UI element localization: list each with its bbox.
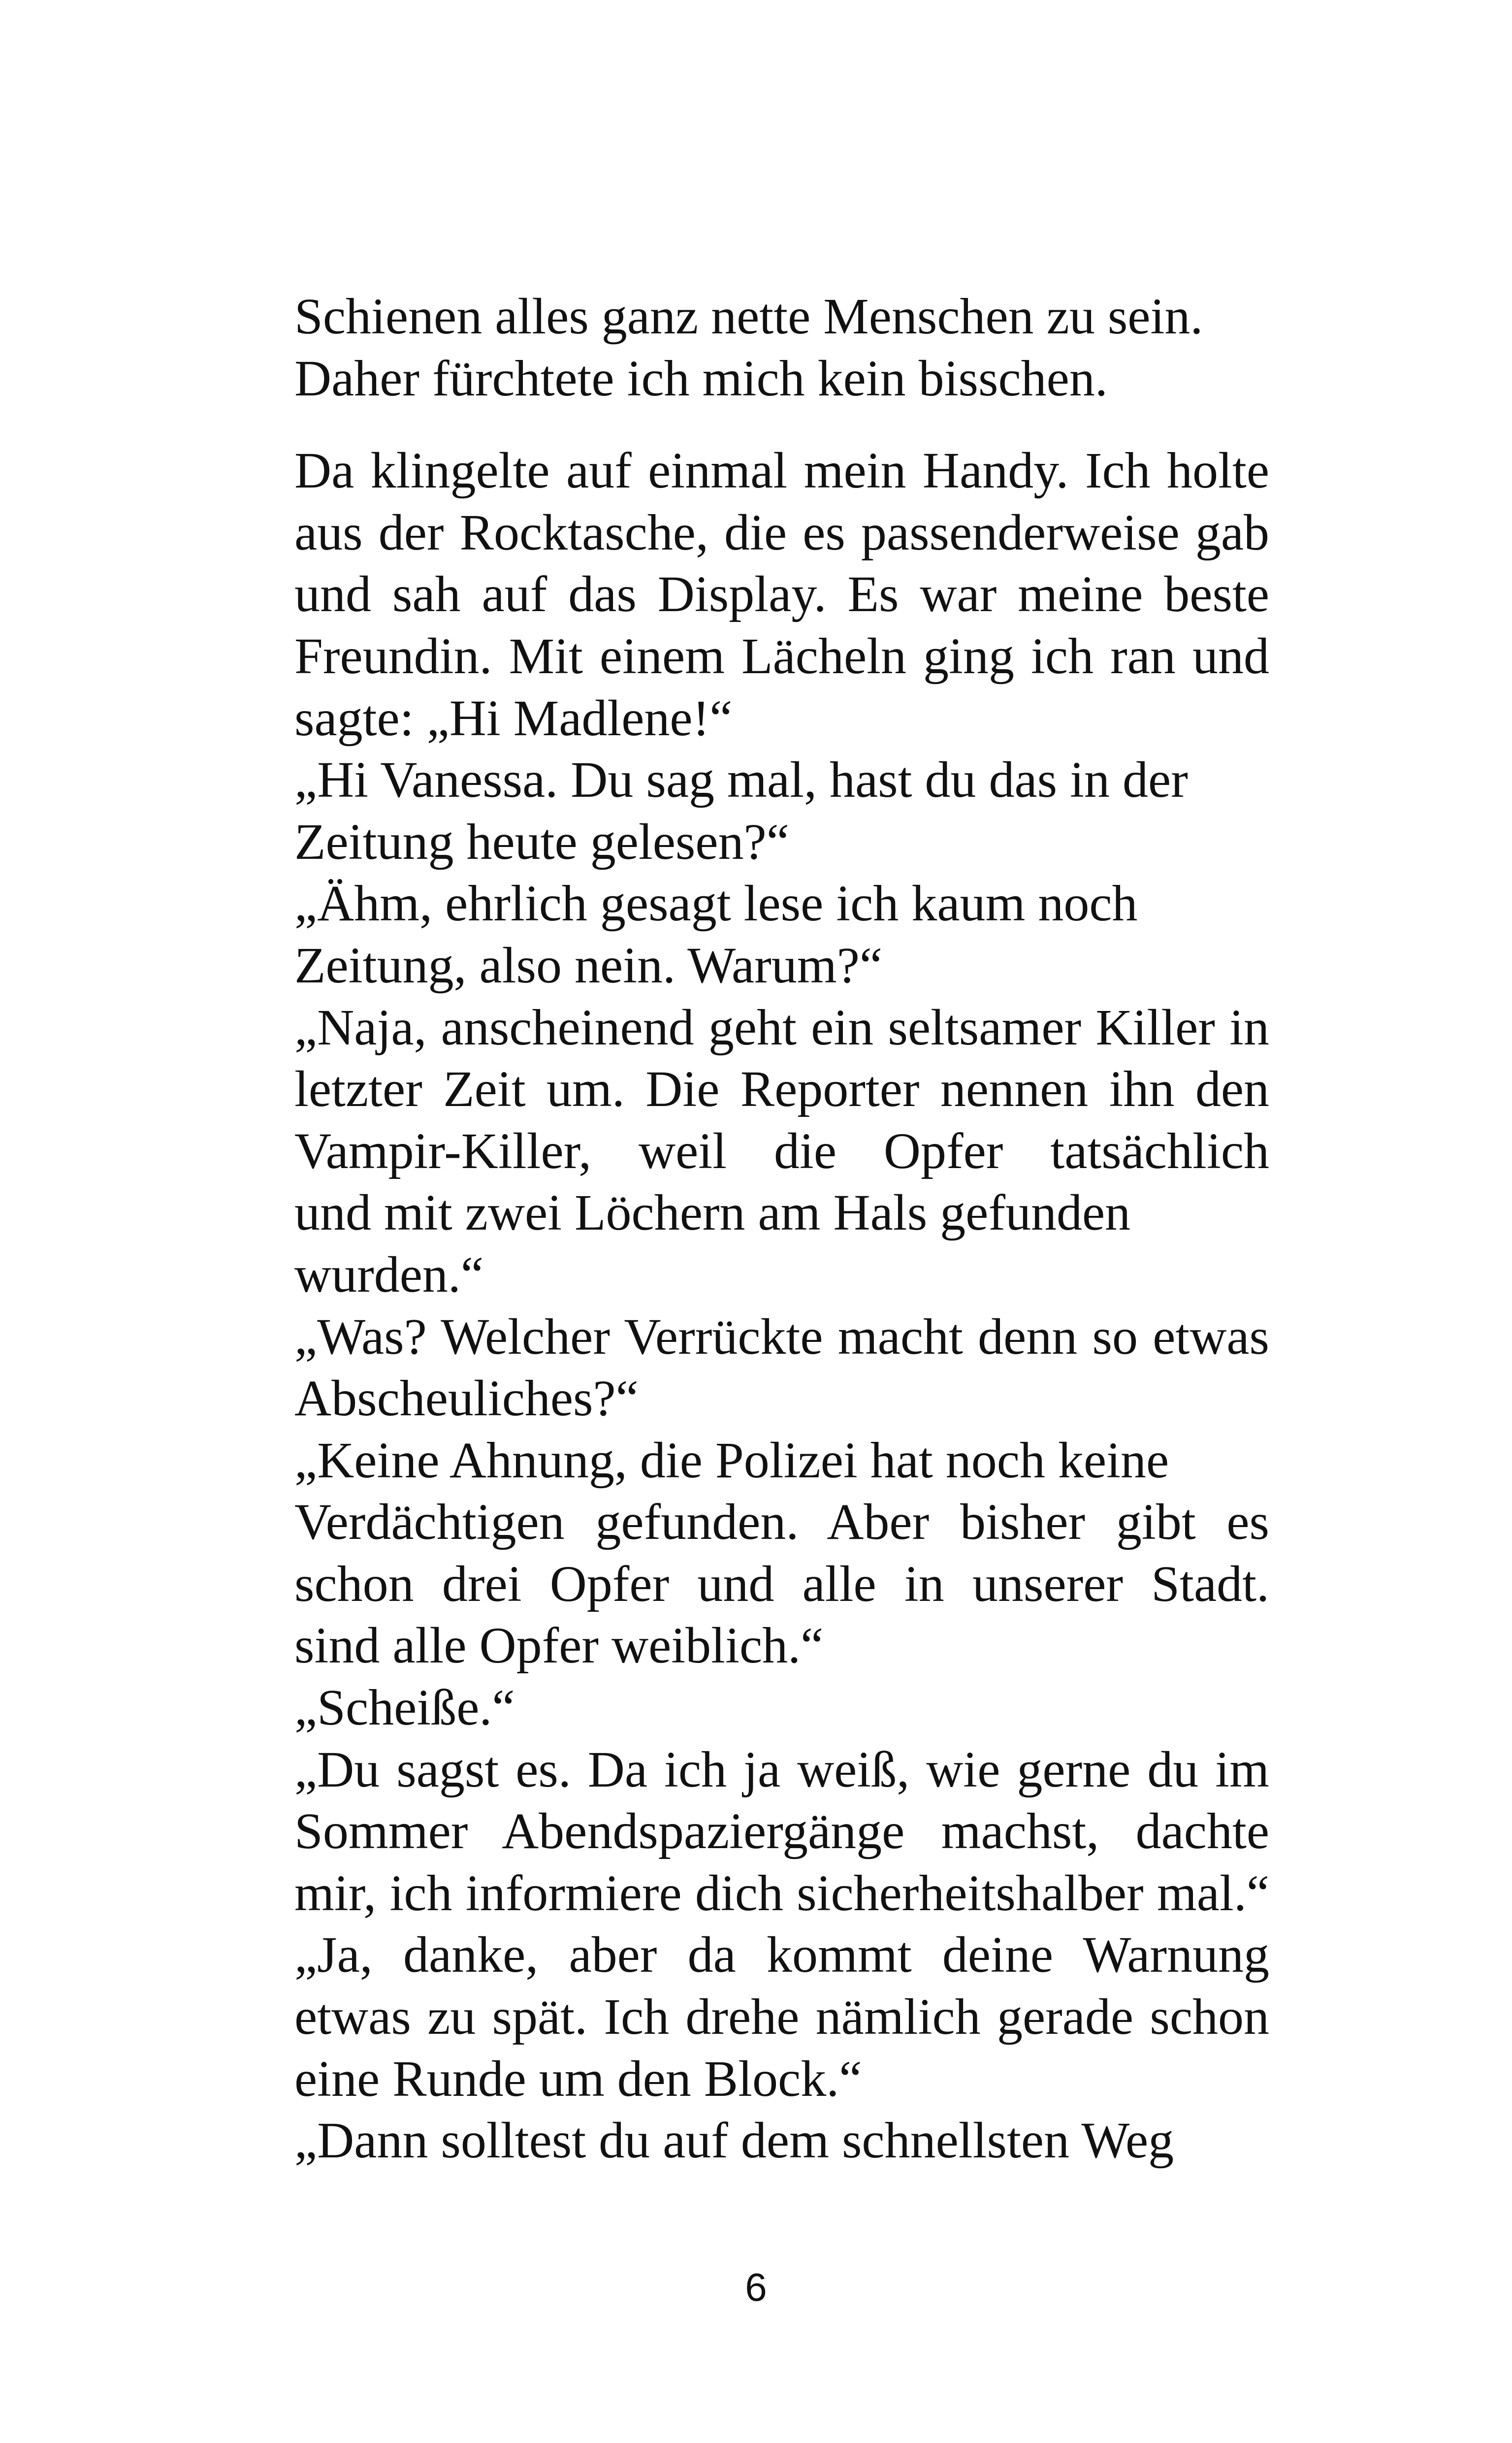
- text-line: „Du sagst es. Da ich ja weiß, wie gerne du im: [294, 1741, 1269, 1798]
- text-line: „Hi Vanessa. Du sag mal, hast du das in der: [294, 751, 1188, 809]
- text-line: „Was? Welcher Verrückte macht denn so etwas: [294, 1308, 1269, 1365]
- text-line: letzter Zeit um. Die Reporter nennen ihn den: [294, 1061, 1269, 1118]
- text-line: Zeitung heute gelesen?“: [294, 813, 789, 870]
- text-line: eine Runde um den Block.“: [294, 2050, 862, 2107]
- text-line: und sah auf das Display. Es war meine beste: [294, 566, 1269, 623]
- text-line: „Keine Ahnung, die Polizei hat noch keine: [294, 1432, 1169, 1489]
- text-line: sind alle Opfer weiblich.“: [294, 1617, 824, 1674]
- text-line: „Naja, anscheinend geht ein seltsamer Killer in: [294, 999, 1269, 1056]
- body-text: [294, 286, 1269, 2172]
- text-line: Freundin. Mit einem Lächeln ging ich ran und: [294, 627, 1269, 684]
- text-line: aus der Rocktasche, die es passenderweise gab: [294, 504, 1269, 561]
- text-line: Sommer Abendspaziergänge machst, dachte: [294, 1803, 1269, 1860]
- text-line: Schienen alles ganz nette Menschen zu sein.: [294, 288, 1203, 345]
- text-line: Abscheuliches?“: [294, 1370, 639, 1427]
- text-line: sagte: „Hi Madlene!“: [294, 689, 733, 747]
- text-line: und mit zwei Löchern am Hals gefunden: [294, 1184, 1131, 1241]
- text-line: Da klingelte auf einmal mein Handy. Ich holte: [294, 442, 1269, 499]
- text-line: Daher fürchtete ich mich kein bisschen.: [294, 350, 1108, 407]
- page-number: 6: [745, 2265, 767, 2309]
- text-line: wurden.“: [294, 1246, 484, 1303]
- text-line: „Ja, danke, aber da kommt deine Warnung: [294, 1926, 1269, 1984]
- paragraph-gap: [294, 409, 1269, 440]
- text-line: „Scheiße.“: [294, 1679, 515, 1736]
- text-line: „Ähm, ehrlich gesagt lese ich kaum noch: [294, 875, 1138, 932]
- text-line: schon drei Opfer und alle in unserer Stadt.: [294, 1555, 1269, 1612]
- text-line: etwas zu spät. Ich drehe nämlich gerade schon: [294, 1988, 1269, 2046]
- text-line: „Dann solltest du auf dem schnellsten Weg: [294, 2112, 1174, 2169]
- text-line: mir, ich informiere dich sicherheitshalber mal.“: [294, 1864, 1269, 1922]
- text-line: Vampir-Killer, weil die Opfer tatsächlich: [294, 1122, 1269, 1179]
- text-line: Verdächtigen gefunden. Aber bisher gibt es: [294, 1494, 1269, 1551]
- text-line: Zeitung, also nein. Warum?“: [294, 937, 883, 994]
